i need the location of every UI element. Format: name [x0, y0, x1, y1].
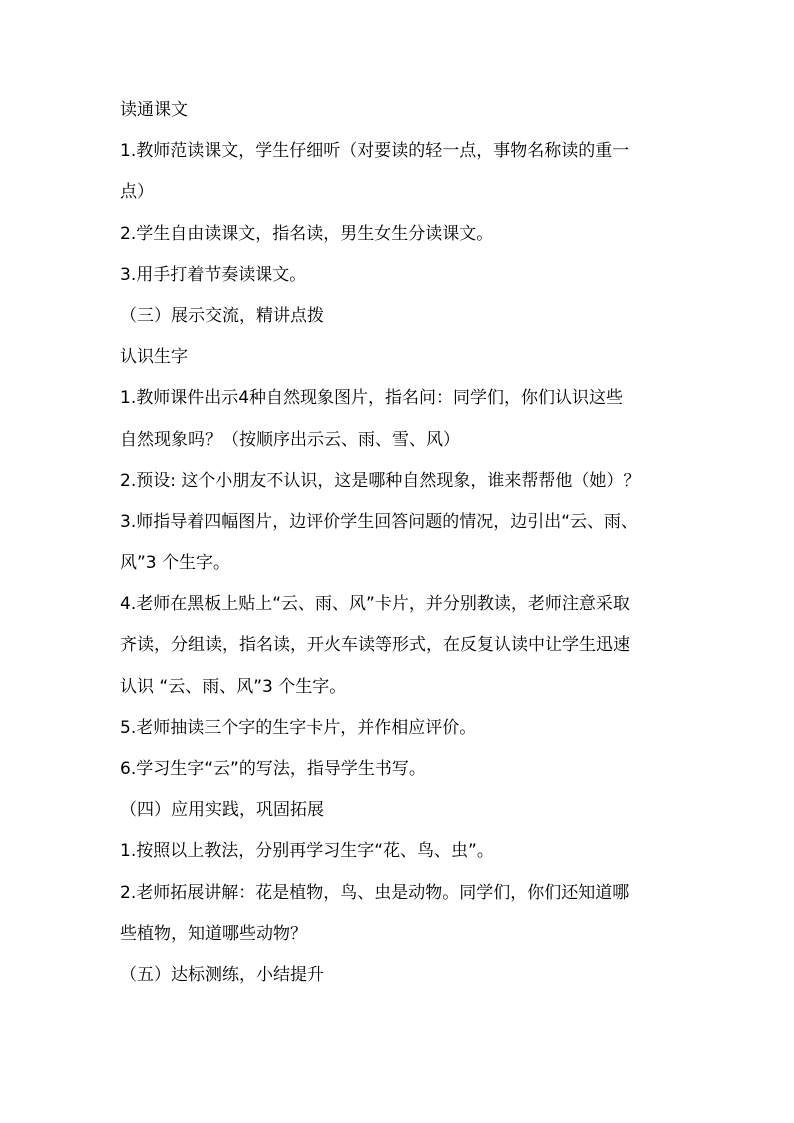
section-heading: （三）展示交流，精讲点拨: [120, 305, 324, 326]
paragraph-line: 3.师指导着四幅图片，边评价学生回答问题的情况，边引出“云、雨、: [120, 511, 639, 532]
section-heading: （四）应用实践，巩固拓展: [120, 800, 324, 821]
paragraph-line: 风”3 个生字。: [120, 553, 231, 574]
paragraph-line: 2.老师拓展讲解：花是植物，鸟、虫是动物。同学们，你们还知道哪: [120, 882, 630, 903]
paragraph-line: 自然现象吗？（按顺序出示云、雨、雪、风）: [120, 429, 460, 450]
paragraph-line: 点）: [120, 182, 154, 203]
paragraph-line: 些植物，知道哪些动物？: [120, 923, 307, 944]
paragraph-line: 3.用手打着节奏读课文。: [120, 264, 307, 285]
paragraph-line: 4.老师在黑板上贴上“云、雨、风”卡片，并分别教读，老师注意采取: [120, 594, 630, 615]
document-body: [120, 100, 690, 1006]
section-heading: 读通课文: [120, 100, 188, 120]
paragraph-line: 1.按照以上教法，分别再学习生字“花、鸟、虫”。: [120, 841, 494, 862]
paragraph-line: 2.预设: 这个小朋友不认识，这是哪种自然现象，谁来帮帮他（她）？: [120, 470, 641, 491]
paragraph-line: 认识 “云、雨、风”3 个生字。: [120, 676, 347, 697]
section-heading: （五）达标测练，小结提升: [120, 964, 324, 985]
paragraph-line: 6.学习生字“云”的写法，指导学生书写。: [120, 759, 426, 779]
paragraph-line: 1.教师课件出示4种自然现象图片，指名问：同学们，你们认识这些: [120, 388, 624, 409]
paragraph-line: 1.教师范读课文，学生仔细听（对要读的轻一点，事物名称读的重一: [120, 141, 630, 162]
section-heading: 认识生字: [120, 347, 188, 368]
paragraph-line: 5.老师抽读三个字的生字卡片，并作相应评价。: [120, 717, 477, 738]
paragraph-line: 齐读，分组读，指名读，开火车读等形式，在反复认读中让学生迅速: [120, 635, 630, 656]
paragraph-line: 2.学生自由读课文，指名读，男生女生分读课文。: [120, 223, 494, 244]
